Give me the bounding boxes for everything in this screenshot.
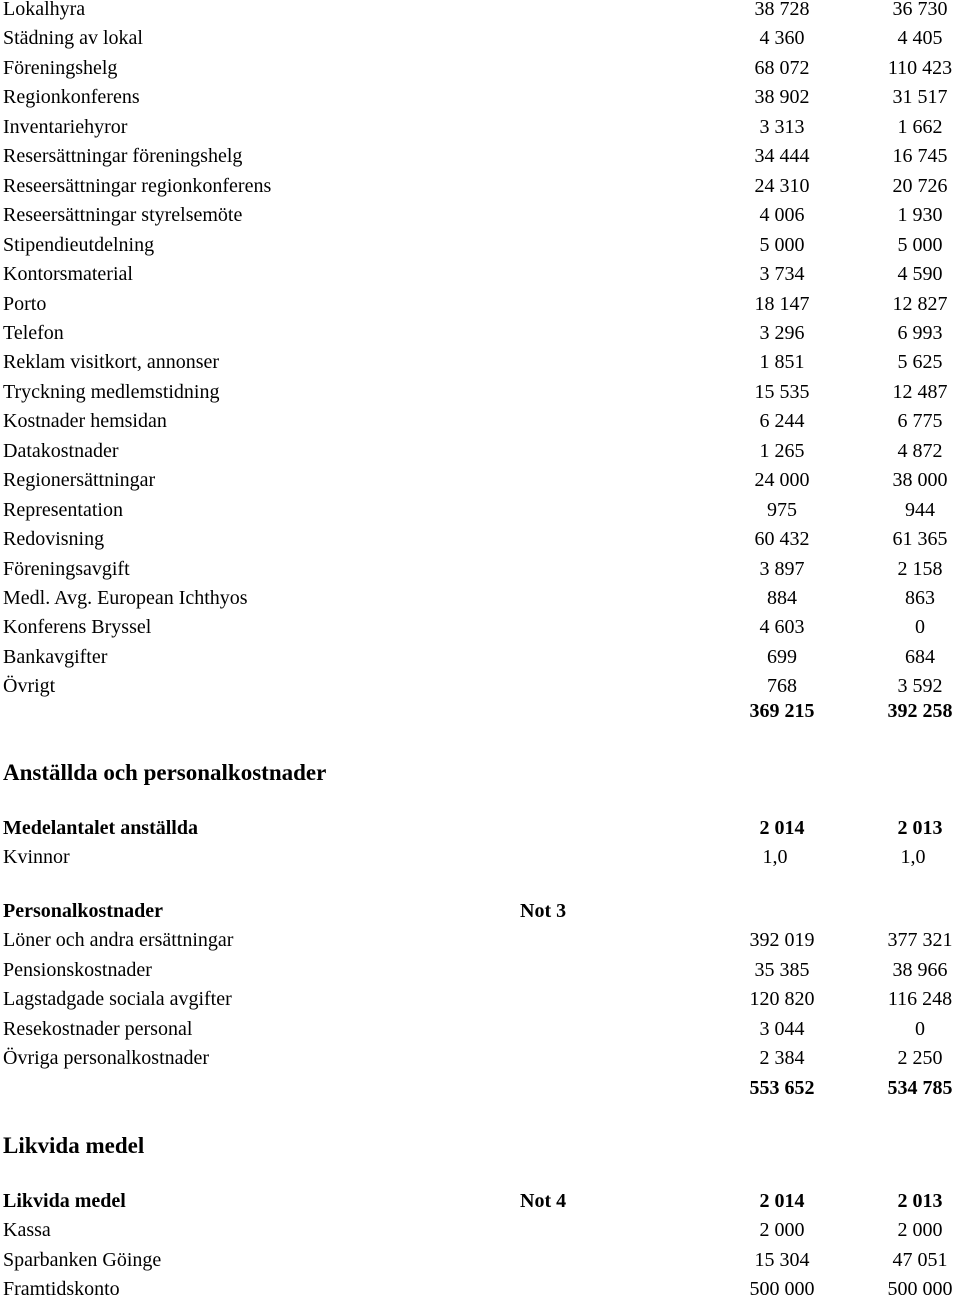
- row-label: Sparbanken Göinge: [3, 1248, 162, 1271]
- row-value-2014: 15 304: [754, 1248, 810, 1271]
- row-value-2013: 116 248: [887, 988, 953, 1010]
- row-label: Representation: [3, 498, 123, 521]
- row-value-2013: 500 000: [887, 1278, 953, 1300]
- staff-header-col-2014: 2 014: [759, 817, 805, 839]
- table-row: [0, 1015, 960, 1044]
- staff-row-2013: 1,0: [900, 846, 926, 868]
- row-value-2014: 34 444: [754, 145, 810, 168]
- table-row: [0, 926, 960, 955]
- row-value-2014: 3 044: [759, 1017, 805, 1040]
- table-row: [0, 142, 960, 171]
- personnel-costs-total-2014: 553 652: [749, 1077, 815, 1099]
- table-row: [0, 348, 960, 377]
- row-value-2014: 6 244: [759, 410, 805, 433]
- row-value-2014: 3 296: [759, 321, 805, 344]
- staff-row-women: [0, 843, 960, 872]
- row-value-2013: 61 365: [892, 528, 948, 551]
- staff-header-row: [0, 814, 960, 843]
- row-label: Övriga personalkostnader: [3, 1047, 210, 1069]
- row-value-2013: 110 423: [887, 56, 953, 79]
- row-value-2014: 35 385: [754, 958, 810, 981]
- expense-total-row: [0, 697, 960, 726]
- table-row: [0, 260, 960, 289]
- row-value-2013: 2 158: [897, 557, 943, 580]
- row-value-2013: 5 000: [897, 233, 943, 256]
- table-row: [0, 231, 960, 260]
- table-row: [0, 1275, 960, 1304]
- table-row: [0, 525, 960, 554]
- personnel-costs-total-row: [0, 1074, 960, 1103]
- row-label: Reseersättningar regionkonferens: [3, 174, 272, 197]
- row-label: Datakostnader: [3, 439, 119, 462]
- expense-total-2013: 392 258: [887, 700, 953, 722]
- row-label: Inventariehyror: [3, 115, 128, 138]
- row-value-2013: 4 405: [897, 27, 943, 50]
- staff-row-2014: 1,0: [762, 846, 788, 868]
- table-row: [0, 113, 960, 142]
- row-value-2014: 4 006: [759, 204, 805, 227]
- row-value-2014: 4 360: [759, 27, 805, 50]
- row-value-2013: 3 592: [897, 675, 943, 698]
- row-label: Kontorsmaterial: [3, 263, 133, 286]
- row-label: Resersättningar föreningshelg: [3, 145, 243, 168]
- row-value-2013: 16 745: [892, 145, 948, 168]
- row-value-2013: 944: [905, 498, 935, 521]
- table-row: [0, 407, 960, 436]
- row-label: Reseersättningar styrelsemöte: [3, 204, 243, 227]
- row-value-2013: 38 000: [892, 469, 948, 492]
- row-value-2013: 684: [905, 645, 935, 668]
- table-row: [0, 172, 960, 201]
- row-label: Övrigt: [3, 675, 56, 698]
- row-value-2014: 4 603: [759, 616, 805, 639]
- table-row: [0, 378, 960, 407]
- row-label: Resekostnader personal: [3, 1017, 193, 1040]
- row-value-2014: 699: [767, 645, 797, 668]
- row-value-2014: 18 147: [754, 292, 810, 315]
- personnel-costs-note: Not 3: [520, 900, 567, 922]
- table-row: [0, 0, 960, 24]
- row-value-2013: 20 726: [892, 174, 948, 197]
- row-label: Föreningshelg: [3, 56, 118, 79]
- row-label: Porto: [3, 292, 47, 315]
- row-label: Lokalhyra: [3, 0, 86, 20]
- table-row: [0, 437, 960, 466]
- staff-section-heading: Anställda och personalkostnader: [3, 760, 327, 785]
- expense-total-2014: 369 215: [749, 700, 815, 722]
- row-value-2013: 5 625: [897, 351, 943, 374]
- table-row: [0, 201, 960, 230]
- table-row: [0, 1246, 960, 1275]
- row-value-2013: 2 250: [897, 1047, 943, 1069]
- row-value-2014: 768: [767, 675, 797, 698]
- row-value-2014: 3 313: [759, 115, 805, 138]
- cash-header-note: Not 4: [520, 1190, 567, 1212]
- cash-header-col-2013: 2 013: [897, 1190, 943, 1212]
- row-value-2013: 12 827: [892, 292, 948, 315]
- table-row: [0, 956, 960, 985]
- row-value-2014: 1 265: [759, 439, 805, 462]
- row-value-2014: 2 000: [759, 1219, 805, 1241]
- row-value-2014: 38 728: [754, 0, 810, 20]
- personnel-costs-header-row: [0, 897, 960, 926]
- row-value-2014: 3 897: [759, 557, 805, 580]
- table-row: [0, 985, 960, 1014]
- row-value-2014: 24 000: [754, 469, 810, 492]
- row-value-2013: 4 590: [897, 263, 943, 286]
- row-label: Regionkonferens: [3, 86, 140, 109]
- cash-header-col-2014: 2 014: [759, 1190, 805, 1212]
- table-row: [0, 1044, 960, 1073]
- row-label: Bankavgifter: [3, 645, 108, 668]
- row-label: Löner och andra ersättningar: [3, 929, 234, 951]
- table-row: [0, 584, 960, 613]
- row-value-2013: 4 872: [897, 439, 943, 462]
- table-row: [0, 319, 960, 348]
- row-value-2014: 500 000: [749, 1278, 815, 1300]
- row-value-2013: 1 662: [897, 115, 943, 138]
- row-value-2014: 3 734: [759, 263, 805, 286]
- row-label: Medl. Avg. European Ichthyos: [3, 587, 248, 609]
- table-row: [0, 24, 960, 53]
- row-label: Redovisning: [3, 528, 105, 551]
- table-row: [0, 466, 960, 495]
- row-value-2014: 15 535: [754, 380, 810, 403]
- row-label: Pensionskostnader: [3, 958, 152, 981]
- row-value-2014: 2 384: [759, 1047, 805, 1069]
- staff-header-col-2013: 2 013: [897, 817, 943, 839]
- row-label: Regionersättningar: [3, 469, 156, 492]
- row-value-2014: 5 000: [759, 233, 805, 256]
- cash-section-heading: Likvida medel: [3, 1133, 145, 1158]
- row-label: Tryckning medlemstidning: [3, 380, 220, 403]
- row-value-2013: 1 930: [897, 204, 943, 227]
- row-label: Föreningsavgift: [3, 557, 130, 580]
- row-value-2014: 24 310: [754, 174, 810, 197]
- row-value-2013: 863: [905, 587, 935, 609]
- row-label: Framtidskonto: [3, 1278, 120, 1300]
- row-value-2013: 377 321: [887, 929, 953, 951]
- personnel-costs-header-label: Personalkostnader: [3, 900, 163, 922]
- row-value-2014: 884: [767, 587, 797, 609]
- row-value-2014: 120 820: [749, 988, 815, 1010]
- table-row: [0, 290, 960, 319]
- row-value-2013: 6 775: [897, 410, 943, 433]
- row-value-2014: 38 902: [754, 86, 810, 109]
- row-label: Konferens Bryssel: [3, 616, 152, 639]
- row-value-2014: 975: [767, 498, 797, 521]
- row-label: Städning av lokal: [3, 27, 143, 50]
- personnel-costs-total-2013: 534 785: [887, 1077, 953, 1099]
- cash-header-label: Likvida medel: [3, 1190, 126, 1212]
- row-label: Kassa: [3, 1219, 51, 1241]
- cash-header-row: [0, 1187, 960, 1216]
- table-row: [0, 643, 960, 672]
- row-value-2013: 47 051: [892, 1248, 948, 1271]
- row-value-2013: 2 000: [897, 1219, 943, 1241]
- row-value-2013: 31 517: [892, 86, 948, 109]
- row-value-2013: 12 487: [892, 380, 948, 403]
- row-value-2014: 392 019: [749, 929, 815, 951]
- table-row: [0, 83, 960, 112]
- row-value-2013: 0: [915, 1017, 925, 1040]
- row-value-2014: 1 851: [759, 351, 805, 374]
- table-row: [0, 555, 960, 584]
- table-row: [0, 613, 960, 642]
- row-value-2014: 68 072: [754, 56, 810, 79]
- staff-row-label: Kvinnor: [3, 846, 70, 868]
- row-label: Reklam visitkort, annonser: [3, 351, 220, 374]
- row-label: Kostnader hemsidan: [3, 410, 167, 433]
- staff-header-label: Medelantalet anställda: [3, 817, 198, 839]
- row-label: Lagstadgade sociala avgifter: [3, 988, 232, 1010]
- table-row: [0, 54, 960, 83]
- row-value-2013: 0: [915, 616, 925, 639]
- table-row: [0, 496, 960, 525]
- row-label: Telefon: [3, 321, 64, 344]
- row-value-2013: 36 730: [892, 0, 948, 20]
- row-value-2014: 60 432: [754, 528, 810, 551]
- row-label: Stipendieutdelning: [3, 233, 155, 256]
- table-row: [0, 1216, 960, 1245]
- row-value-2013: 6 993: [897, 321, 943, 344]
- row-value-2013: 38 966: [892, 958, 948, 981]
